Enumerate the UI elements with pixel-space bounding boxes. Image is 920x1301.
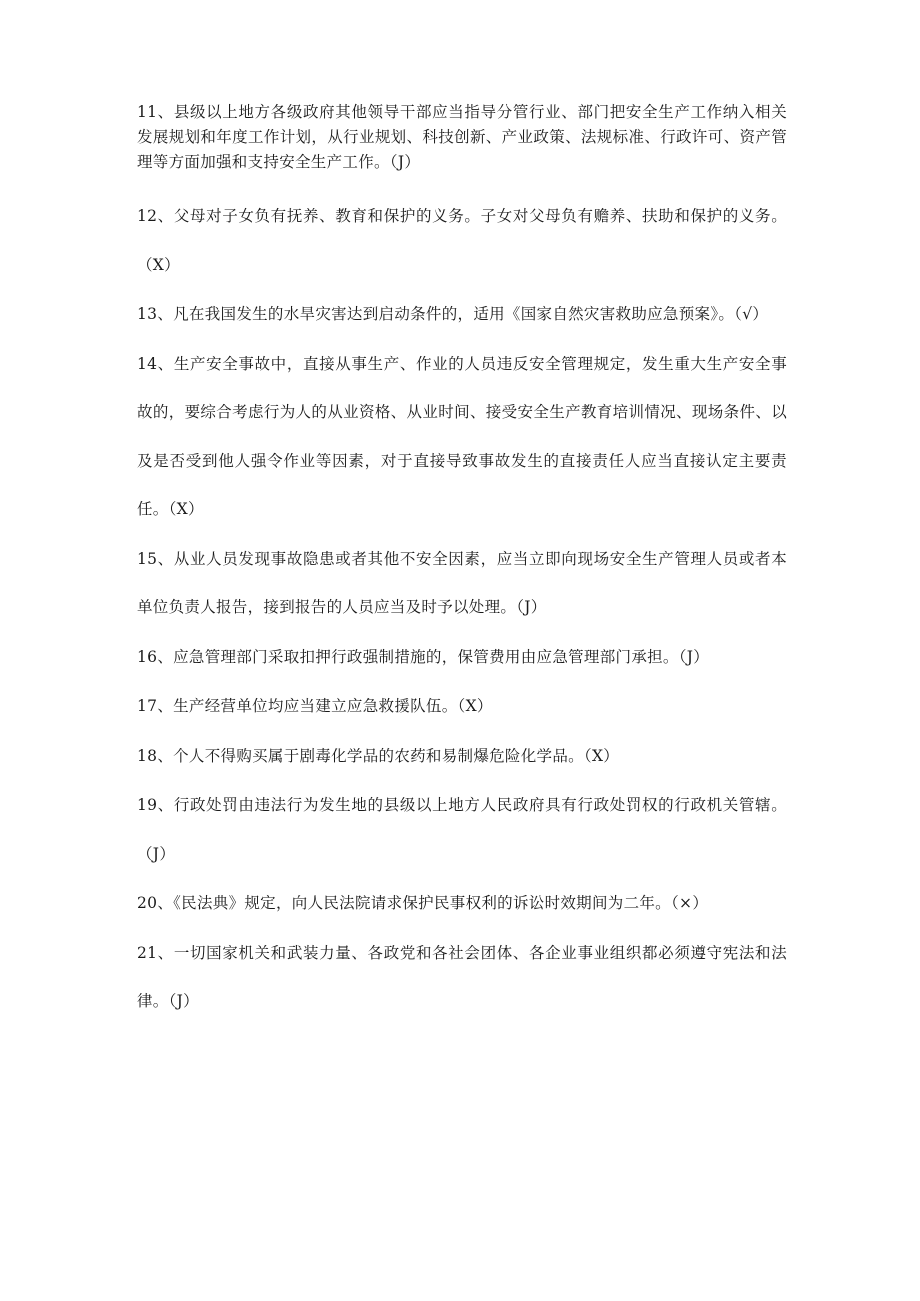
question-item-20: 20、《民法典》规定，向人民法院请求保护民事权利的诉讼时效期间为二年。（×） xyxy=(137,894,709,912)
document-body xyxy=(137,100,787,1027)
question-item-11: 11、县级以上地方各级政府其他领导干部应当指导分管行业、部门把安全生产工作纳入相关发展规划和年度工作计划，从行业规划、科技创新、产业政策、法规标准、行政许可、资产管理等方面加强和支持安全生产工作。（J） xyxy=(137,103,787,171)
question-item-14: 14、生产安全事故中，直接从事生产、作业的人员违反安全管理规定，发生重大生产安全事故的，要综合考虑行为人的从业资格、从业时间、接受安全生产教育培训情况、现场条件、以及是否受到他人强令作业等因素，对于直接导致事故发生的直接责任人应当直接认定主要责任。（X） xyxy=(137,354,787,518)
question-item-18: 18、个人不得购买属于剧毒化学品的农药和易制爆危险化学品。（X） xyxy=(137,746,620,765)
question-item-12: 12、父母对子女负有抚养、教育和保护的义务。子女对父母负有赡养、扶助和保护的义务。（X） xyxy=(137,207,787,274)
question-item-13: 13、凡在我国发生的水旱灾害达到启动条件的，适用《国家自然灾害救助应急预案》。（√） xyxy=(137,305,769,323)
question-item-15: 15、从业人员发现事故隐患或者其他不安全因素，应当立即向现场安全生产管理人员或者本单位负责人报告，接到报告的人员应当及时予以处理。（J） xyxy=(137,549,787,616)
question-item-21: 21、一切国家机关和武装力量、各政党和各社会团体、各企业事业组织都必须遵守宪法和法律。（J） xyxy=(137,943,787,1010)
question-item-16: 16、应急管理部门采取扣押行政强制措施的，保管费用由应急管理部门承担。（J） xyxy=(137,647,710,666)
question-item-19: 19、行政处罚由违法行为发生地的县级以上地方人民政府具有行政处罚权的行政机关管辖。（J） xyxy=(137,796,787,863)
question-item-17: 17、生产经营单位均应当建立应急救援队伍。（X） xyxy=(137,697,493,715)
